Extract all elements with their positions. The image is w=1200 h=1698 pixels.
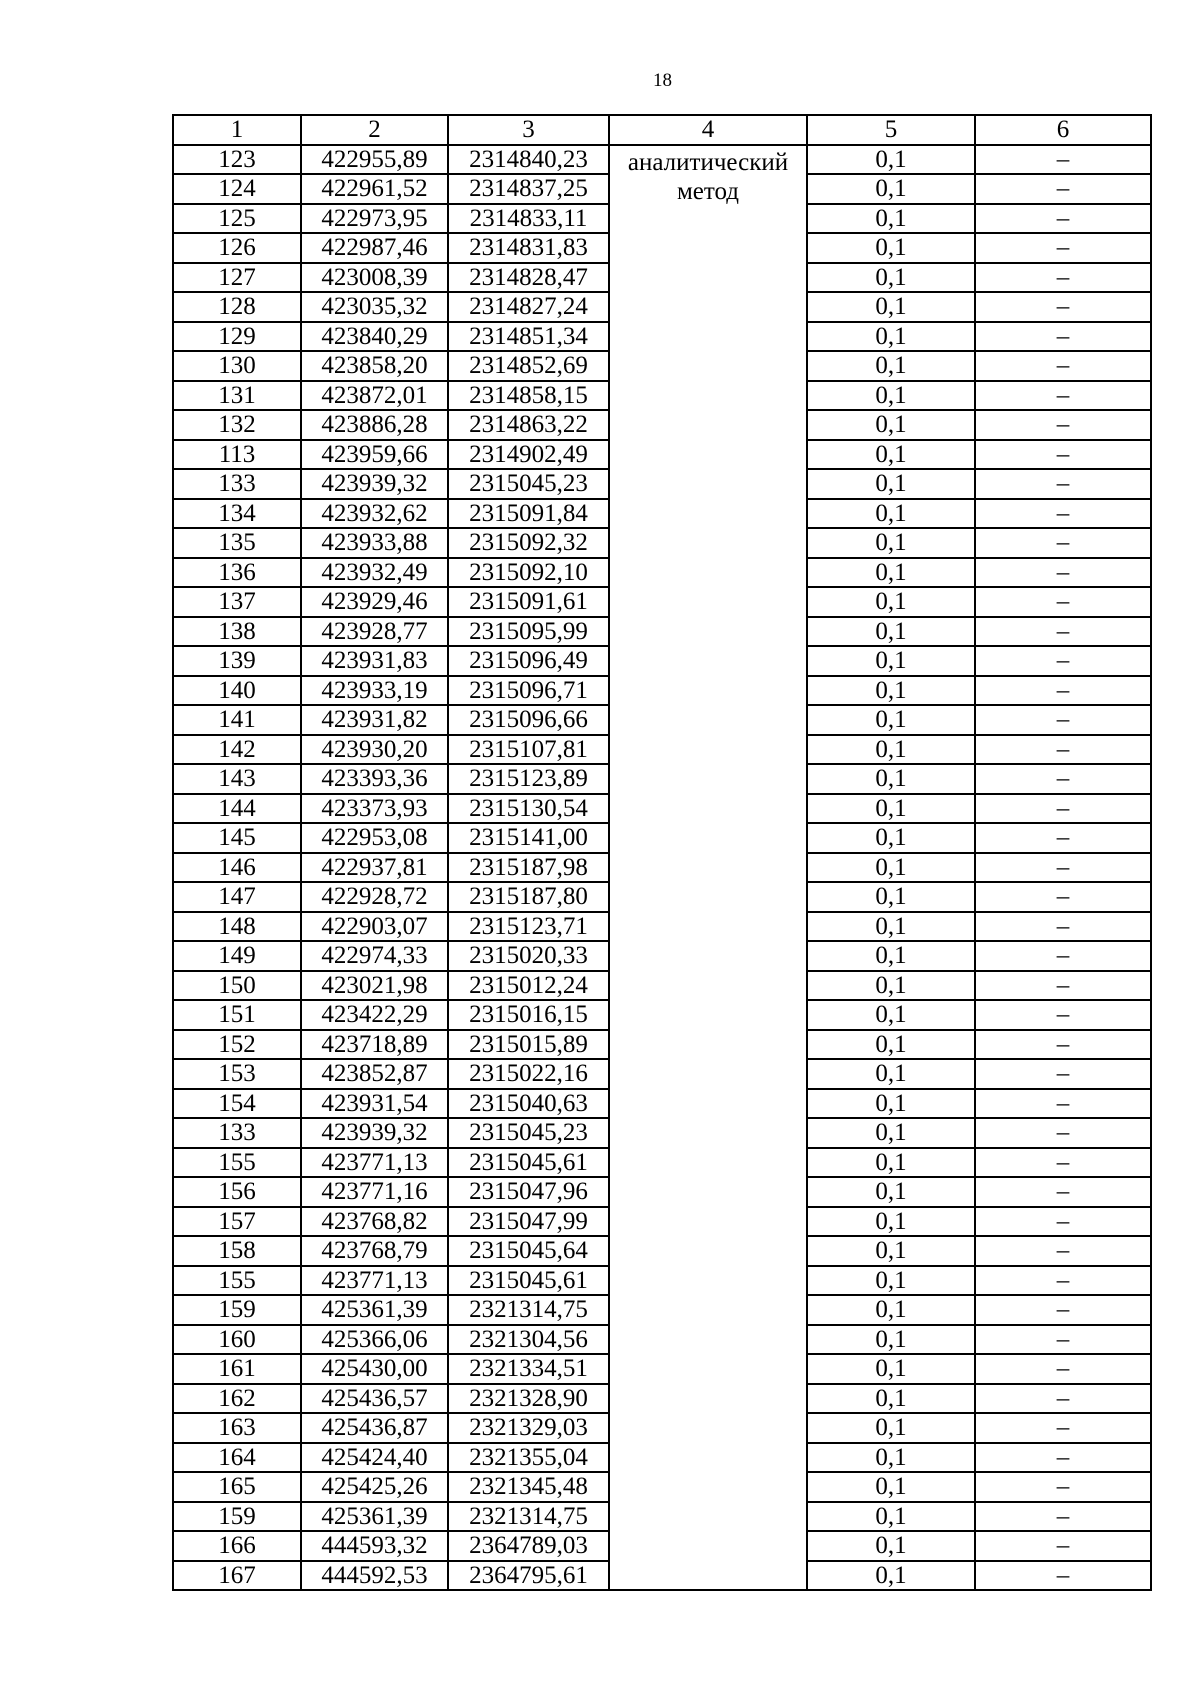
- x-coordinate-cell: 423886,28: [301, 410, 448, 440]
- point-number-cell: 153: [173, 1059, 301, 1089]
- accuracy-cell: 0,1: [807, 233, 975, 263]
- point-number-cell: 144: [173, 794, 301, 824]
- y-coordinate-cell: 2314840,23: [448, 145, 609, 175]
- point-number-cell: 128: [173, 292, 301, 322]
- y-coordinate-cell: 2315123,71: [448, 912, 609, 942]
- point-number-cell: 164: [173, 1443, 301, 1473]
- x-coordinate-cell: 423933,88: [301, 528, 448, 558]
- accuracy-cell: 0,1: [807, 912, 975, 942]
- point-number-cell: 160: [173, 1325, 301, 1355]
- accuracy-cell: 0,1: [807, 204, 975, 234]
- table-row: [173, 145, 1151, 175]
- remark-cell: –: [975, 204, 1151, 234]
- accuracy-cell: 0,1: [807, 292, 975, 322]
- y-coordinate-cell: 2315016,15: [448, 1000, 609, 1030]
- x-coordinate-cell: 422953,08: [301, 823, 448, 853]
- y-coordinate-cell: 2314863,22: [448, 410, 609, 440]
- coordinates-table: [172, 114, 1152, 1591]
- y-coordinate-cell: 2314833,11: [448, 204, 609, 234]
- point-number-cell: 132: [173, 410, 301, 440]
- point-number-cell: 151: [173, 1000, 301, 1030]
- y-coordinate-cell: 2315045,64: [448, 1236, 609, 1266]
- x-coordinate-cell: 423852,87: [301, 1059, 448, 1089]
- accuracy-cell: 0,1: [807, 705, 975, 735]
- remark-cell: –: [975, 233, 1151, 263]
- point-number-cell: 158: [173, 1236, 301, 1266]
- x-coordinate-cell: 423021,98: [301, 971, 448, 1001]
- point-number-cell: 157: [173, 1207, 301, 1237]
- accuracy-cell: 0,1: [807, 1000, 975, 1030]
- point-number-cell: 141: [173, 705, 301, 735]
- accuracy-cell: 0,1: [807, 1266, 975, 1296]
- y-coordinate-cell: 2315045,23: [448, 469, 609, 499]
- y-coordinate-cell: 2315045,61: [448, 1148, 609, 1178]
- y-coordinate-cell: 2315187,98: [448, 853, 609, 883]
- x-coordinate-cell: 423872,01: [301, 381, 448, 411]
- x-coordinate-cell: 425361,39: [301, 1295, 448, 1325]
- y-coordinate-cell: 2321329,03: [448, 1413, 609, 1443]
- point-number-cell: 130: [173, 351, 301, 381]
- x-coordinate-cell: 423840,29: [301, 322, 448, 352]
- remark-cell: –: [975, 1531, 1151, 1561]
- x-coordinate-cell: 422937,81: [301, 853, 448, 883]
- y-coordinate-cell: 2315040,63: [448, 1089, 609, 1119]
- x-coordinate-cell: 425430,00: [301, 1354, 448, 1384]
- x-coordinate-cell: 423931,54: [301, 1089, 448, 1119]
- accuracy-cell: 0,1: [807, 351, 975, 381]
- accuracy-cell: 0,1: [807, 735, 975, 765]
- accuracy-cell: 0,1: [807, 381, 975, 411]
- accuracy-cell: 0,1: [807, 1177, 975, 1207]
- y-coordinate-cell: 2321314,75: [448, 1502, 609, 1532]
- x-coordinate-cell: 422903,07: [301, 912, 448, 942]
- x-coordinate-cell: 423422,29: [301, 1000, 448, 1030]
- accuracy-cell: 0,1: [807, 1413, 975, 1443]
- remark-cell: –: [975, 499, 1151, 529]
- y-coordinate-cell: 2314852,69: [448, 351, 609, 381]
- accuracy-cell: 0,1: [807, 764, 975, 794]
- x-coordinate-cell: 423768,79: [301, 1236, 448, 1266]
- y-coordinate-cell: 2314858,15: [448, 381, 609, 411]
- header-cell: 3: [448, 115, 609, 145]
- point-number-cell: 161: [173, 1354, 301, 1384]
- remark-cell: –: [975, 263, 1151, 293]
- y-coordinate-cell: 2364789,03: [448, 1531, 609, 1561]
- accuracy-cell: 0,1: [807, 1472, 975, 1502]
- x-coordinate-cell: 425361,39: [301, 1502, 448, 1532]
- page-number: 18: [653, 70, 672, 91]
- remark-cell: –: [975, 941, 1151, 971]
- remark-cell: –: [975, 705, 1151, 735]
- point-number-cell: 155: [173, 1266, 301, 1296]
- accuracy-cell: 0,1: [807, 1561, 975, 1591]
- remark-cell: –: [975, 882, 1151, 912]
- y-coordinate-cell: 2321314,75: [448, 1295, 609, 1325]
- point-number-cell: 162: [173, 1384, 301, 1414]
- x-coordinate-cell: 423771,16: [301, 1177, 448, 1207]
- y-coordinate-cell: 2315123,89: [448, 764, 609, 794]
- accuracy-cell: 0,1: [807, 528, 975, 558]
- y-coordinate-cell: 2314851,34: [448, 322, 609, 352]
- accuracy-cell: 0,1: [807, 587, 975, 617]
- point-number-cell: 135: [173, 528, 301, 558]
- y-coordinate-cell: 2315047,99: [448, 1207, 609, 1237]
- accuracy-cell: 0,1: [807, 971, 975, 1001]
- x-coordinate-cell: 423933,19: [301, 676, 448, 706]
- accuracy-cell: 0,1: [807, 1059, 975, 1089]
- accuracy-cell: 0,1: [807, 174, 975, 204]
- accuracy-cell: 0,1: [807, 1325, 975, 1355]
- y-coordinate-cell: 2315045,23: [448, 1118, 609, 1148]
- point-number-cell: 125: [173, 204, 301, 234]
- remark-cell: –: [975, 145, 1151, 175]
- x-coordinate-cell: 423373,93: [301, 794, 448, 824]
- accuracy-cell: 0,1: [807, 676, 975, 706]
- x-coordinate-cell: 423008,39: [301, 263, 448, 293]
- point-number-cell: 133: [173, 1118, 301, 1148]
- header-cell: 4: [609, 115, 807, 145]
- accuracy-cell: 0,1: [807, 145, 975, 175]
- y-coordinate-cell: 2315047,96: [448, 1177, 609, 1207]
- point-number-cell: 113: [173, 440, 301, 470]
- point-number-cell: 149: [173, 941, 301, 971]
- point-number-cell: 145: [173, 823, 301, 853]
- accuracy-cell: 0,1: [807, 1354, 975, 1384]
- remark-cell: –: [975, 174, 1151, 204]
- y-coordinate-cell: 2314837,25: [448, 174, 609, 204]
- accuracy-cell: 0,1: [807, 823, 975, 853]
- y-coordinate-cell: 2315015,89: [448, 1030, 609, 1060]
- accuracy-cell: 0,1: [807, 617, 975, 647]
- point-number-cell: 139: [173, 646, 301, 676]
- header-cell: 6: [975, 115, 1151, 145]
- y-coordinate-cell: 2321345,48: [448, 1472, 609, 1502]
- x-coordinate-cell: 423771,13: [301, 1148, 448, 1178]
- y-coordinate-cell: 2315020,33: [448, 941, 609, 971]
- accuracy-cell: 0,1: [807, 1148, 975, 1178]
- remark-cell: –: [975, 469, 1151, 499]
- point-number-cell: 165: [173, 1472, 301, 1502]
- remark-cell: –: [975, 617, 1151, 647]
- point-number-cell: 137: [173, 587, 301, 617]
- remark-cell: –: [975, 381, 1151, 411]
- header-row: [173, 115, 1151, 145]
- y-coordinate-cell: 2321334,51: [448, 1354, 609, 1384]
- y-coordinate-cell: 2321304,56: [448, 1325, 609, 1355]
- remark-cell: –: [975, 528, 1151, 558]
- x-coordinate-cell: 423959,66: [301, 440, 448, 470]
- method-cell: аналитический метод: [609, 145, 807, 1591]
- y-coordinate-cell: 2315096,66: [448, 705, 609, 735]
- point-number-cell: 138: [173, 617, 301, 647]
- remark-cell: –: [975, 764, 1151, 794]
- y-coordinate-cell: 2315091,84: [448, 499, 609, 529]
- accuracy-cell: 0,1: [807, 263, 975, 293]
- y-coordinate-cell: 2315092,32: [448, 528, 609, 558]
- point-number-cell: 163: [173, 1413, 301, 1443]
- y-coordinate-cell: 2364795,61: [448, 1561, 609, 1591]
- x-coordinate-cell: 423939,32: [301, 469, 448, 499]
- point-number-cell: 159: [173, 1502, 301, 1532]
- remark-cell: –: [975, 1295, 1151, 1325]
- remark-cell: –: [975, 1059, 1151, 1089]
- remark-cell: –: [975, 1561, 1151, 1591]
- point-number-cell: 134: [173, 499, 301, 529]
- x-coordinate-cell: 423931,82: [301, 705, 448, 735]
- accuracy-cell: 0,1: [807, 941, 975, 971]
- remark-cell: –: [975, 676, 1151, 706]
- remark-cell: –: [975, 1207, 1151, 1237]
- header-cell: 2: [301, 115, 448, 145]
- accuracy-cell: 0,1: [807, 1236, 975, 1266]
- point-number-cell: 131: [173, 381, 301, 411]
- remark-cell: –: [975, 794, 1151, 824]
- x-coordinate-cell: 423939,32: [301, 1118, 448, 1148]
- remark-cell: –: [975, 410, 1151, 440]
- accuracy-cell: 0,1: [807, 1118, 975, 1148]
- point-number-cell: 133: [173, 469, 301, 499]
- y-coordinate-cell: 2315012,24: [448, 971, 609, 1001]
- x-coordinate-cell: 423393,36: [301, 764, 448, 794]
- point-number-cell: 129: [173, 322, 301, 352]
- x-coordinate-cell: 423035,32: [301, 292, 448, 322]
- remark-cell: –: [975, 1502, 1151, 1532]
- accuracy-cell: 0,1: [807, 646, 975, 676]
- header-cell: 1: [173, 115, 301, 145]
- remark-cell: –: [975, 322, 1151, 352]
- point-number-cell: 136: [173, 558, 301, 588]
- accuracy-cell: 0,1: [807, 499, 975, 529]
- remark-cell: –: [975, 1354, 1151, 1384]
- remark-cell: –: [975, 1118, 1151, 1148]
- x-coordinate-cell: 423771,13: [301, 1266, 448, 1296]
- point-number-cell: 156: [173, 1177, 301, 1207]
- accuracy-cell: 0,1: [807, 794, 975, 824]
- y-coordinate-cell: 2314902,49: [448, 440, 609, 470]
- x-coordinate-cell: 444592,53: [301, 1561, 448, 1591]
- point-number-cell: 142: [173, 735, 301, 765]
- y-coordinate-cell: 2315092,10: [448, 558, 609, 588]
- remark-cell: –: [975, 1325, 1151, 1355]
- remark-cell: –: [975, 646, 1151, 676]
- accuracy-cell: 0,1: [807, 440, 975, 470]
- x-coordinate-cell: 423930,20: [301, 735, 448, 765]
- y-coordinate-cell: 2315096,71: [448, 676, 609, 706]
- point-number-cell: 155: [173, 1148, 301, 1178]
- point-number-cell: 126: [173, 233, 301, 263]
- x-coordinate-cell: 425436,87: [301, 1413, 448, 1443]
- x-coordinate-cell: 425436,57: [301, 1384, 448, 1414]
- remark-cell: –: [975, 1443, 1151, 1473]
- y-coordinate-cell: 2315141,00: [448, 823, 609, 853]
- point-number-cell: 127: [173, 263, 301, 293]
- remark-cell: –: [975, 1236, 1151, 1266]
- x-coordinate-cell: 423932,62: [301, 499, 448, 529]
- point-number-cell: 124: [173, 174, 301, 204]
- remark-cell: –: [975, 853, 1151, 883]
- x-coordinate-cell: 422928,72: [301, 882, 448, 912]
- accuracy-cell: 0,1: [807, 1089, 975, 1119]
- point-number-cell: 150: [173, 971, 301, 1001]
- remark-cell: –: [975, 587, 1151, 617]
- x-coordinate-cell: 423929,46: [301, 587, 448, 617]
- remark-cell: –: [975, 1148, 1151, 1178]
- x-coordinate-cell: 422974,33: [301, 941, 448, 971]
- remark-cell: –: [975, 971, 1151, 1001]
- x-coordinate-cell: 425366,06: [301, 1325, 448, 1355]
- point-number-cell: 123: [173, 145, 301, 175]
- x-coordinate-cell: 422987,46: [301, 233, 448, 263]
- y-coordinate-cell: 2321328,90: [448, 1384, 609, 1414]
- point-number-cell: 152: [173, 1030, 301, 1060]
- accuracy-cell: 0,1: [807, 1384, 975, 1414]
- remark-cell: –: [975, 558, 1151, 588]
- y-coordinate-cell: 2315022,16: [448, 1059, 609, 1089]
- remark-cell: –: [975, 351, 1151, 381]
- x-coordinate-cell: 444593,32: [301, 1531, 448, 1561]
- point-number-cell: 167: [173, 1561, 301, 1591]
- x-coordinate-cell: 423932,49: [301, 558, 448, 588]
- x-coordinate-cell: 423858,20: [301, 351, 448, 381]
- x-coordinate-cell: 422961,52: [301, 174, 448, 204]
- remark-cell: –: [975, 823, 1151, 853]
- remark-cell: –: [975, 1413, 1151, 1443]
- remark-cell: –: [975, 1030, 1151, 1060]
- y-coordinate-cell: 2315107,81: [448, 735, 609, 765]
- point-number-cell: 154: [173, 1089, 301, 1119]
- point-number-cell: 166: [173, 1531, 301, 1561]
- accuracy-cell: 0,1: [807, 1030, 975, 1060]
- accuracy-cell: 0,1: [807, 1502, 975, 1532]
- x-coordinate-cell: 422973,95: [301, 204, 448, 234]
- remark-cell: –: [975, 1000, 1151, 1030]
- y-coordinate-cell: 2321355,04: [448, 1443, 609, 1473]
- remark-cell: –: [975, 292, 1151, 322]
- accuracy-cell: 0,1: [807, 410, 975, 440]
- y-coordinate-cell: 2315130,54: [448, 794, 609, 824]
- x-coordinate-cell: 425424,40: [301, 1443, 448, 1473]
- x-coordinate-cell: 422955,89: [301, 145, 448, 175]
- y-coordinate-cell: 2315187,80: [448, 882, 609, 912]
- accuracy-cell: 0,1: [807, 469, 975, 499]
- y-coordinate-cell: 2315096,49: [448, 646, 609, 676]
- y-coordinate-cell: 2314827,24: [448, 292, 609, 322]
- x-coordinate-cell: 423768,82: [301, 1207, 448, 1237]
- remark-cell: –: [975, 912, 1151, 942]
- point-number-cell: 148: [173, 912, 301, 942]
- point-number-cell: 140: [173, 676, 301, 706]
- remark-cell: –: [975, 1089, 1151, 1119]
- y-coordinate-cell: 2315045,61: [448, 1266, 609, 1296]
- remark-cell: –: [975, 1177, 1151, 1207]
- remark-cell: –: [975, 1472, 1151, 1502]
- accuracy-cell: 0,1: [807, 1443, 975, 1473]
- point-number-cell: 159: [173, 1295, 301, 1325]
- accuracy-cell: 0,1: [807, 1295, 975, 1325]
- x-coordinate-cell: 423718,89: [301, 1030, 448, 1060]
- y-coordinate-cell: 2314831,83: [448, 233, 609, 263]
- point-number-cell: 146: [173, 853, 301, 883]
- point-number-cell: 147: [173, 882, 301, 912]
- x-coordinate-cell: 425425,26: [301, 1472, 448, 1502]
- remark-cell: –: [975, 1384, 1151, 1414]
- header-cell: 5: [807, 115, 975, 145]
- accuracy-cell: 0,1: [807, 322, 975, 352]
- y-coordinate-cell: 2315095,99: [448, 617, 609, 647]
- x-coordinate-cell: 423928,77: [301, 617, 448, 647]
- remark-cell: –: [975, 735, 1151, 765]
- y-coordinate-cell: 2314828,47: [448, 263, 609, 293]
- x-coordinate-cell: 423931,83: [301, 646, 448, 676]
- accuracy-cell: 0,1: [807, 558, 975, 588]
- remark-cell: –: [975, 440, 1151, 470]
- accuracy-cell: 0,1: [807, 853, 975, 883]
- point-number-cell: 143: [173, 764, 301, 794]
- accuracy-cell: 0,1: [807, 1207, 975, 1237]
- y-coordinate-cell: 2315091,61: [448, 587, 609, 617]
- accuracy-cell: 0,1: [807, 882, 975, 912]
- remark-cell: –: [975, 1266, 1151, 1296]
- accuracy-cell: 0,1: [807, 1531, 975, 1561]
